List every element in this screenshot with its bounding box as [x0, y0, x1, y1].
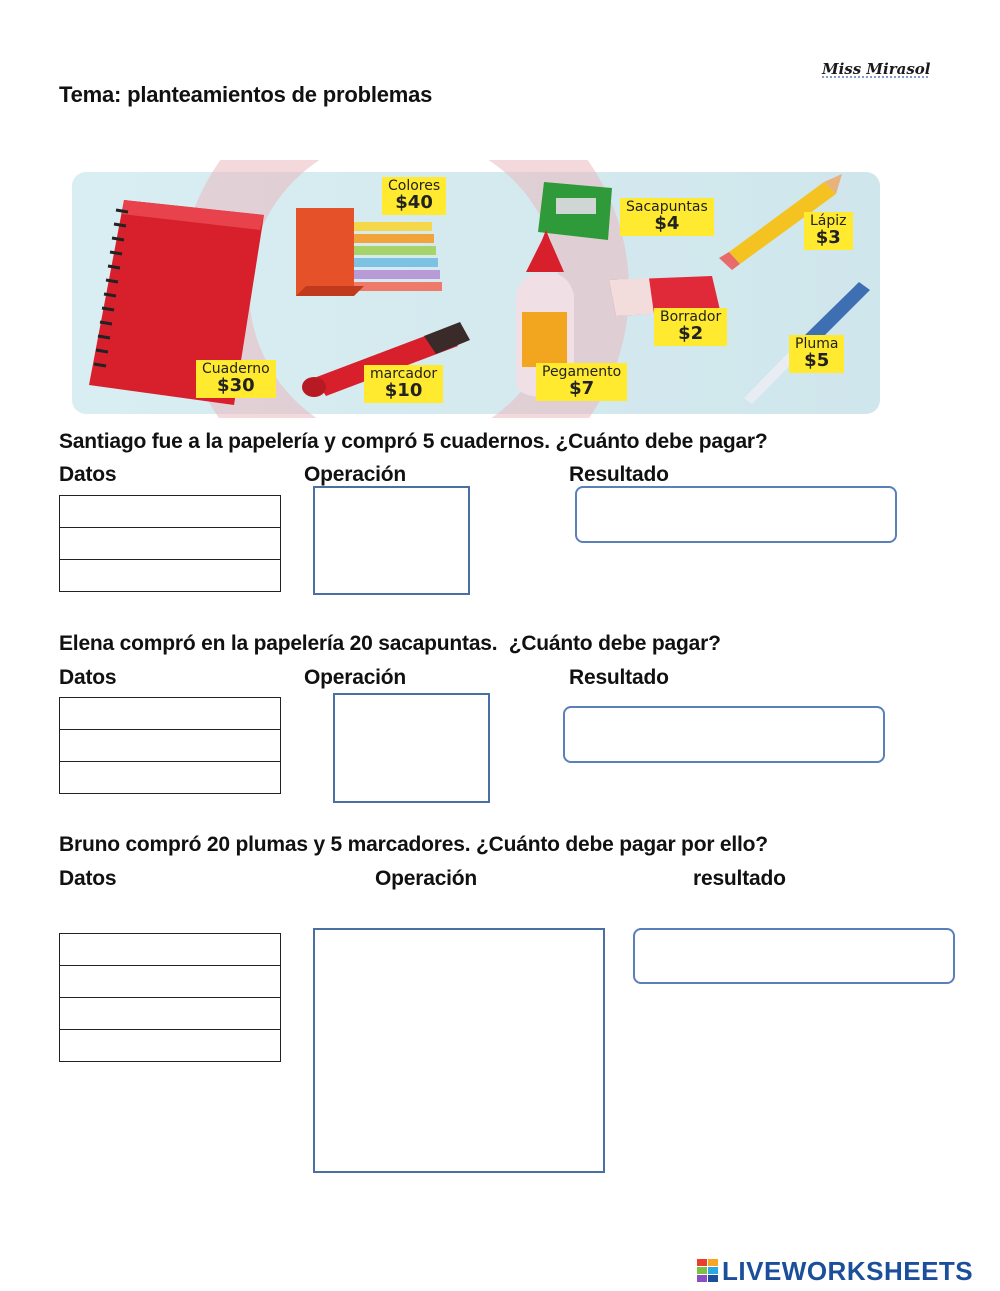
- price-tag-colores: [382, 177, 446, 215]
- price-tag-pegamento: [536, 363, 627, 401]
- liveworksheets-logo-icon: [697, 1259, 719, 1283]
- page-title: Tema: planteamientos de problemas: [59, 82, 433, 107]
- problem-3-datos-label: Datos: [59, 867, 117, 890]
- problem-2-operacion-box[interactable]: [333, 693, 490, 803]
- problem-1-operacion-box[interactable]: [313, 486, 470, 595]
- item-price: $40: [395, 191, 433, 213]
- problem-1-datos-table: [59, 495, 281, 592]
- price-tag-lapiz: [804, 212, 853, 250]
- problem-2-datos-table: [59, 697, 281, 794]
- problem-2-question: Elena compró en la papelería 20 sacapuntas. ¿Cuánto debe pagar?: [59, 632, 721, 655]
- problem-1-resultado-label: Resultado: [569, 463, 669, 486]
- item-price: $4: [654, 212, 680, 234]
- price-tag-cuaderno: [196, 360, 276, 398]
- problem-2-operacion-label: Operación: [304, 666, 407, 689]
- item-name: marcador: [370, 366, 438, 382]
- problem-3-datos-table: [59, 933, 281, 1062]
- problem-3-resultado-label: resultado: [693, 867, 786, 890]
- problem-1-question: Santiago fue a la papelería y compró 5 cuadernos. ¿Cuánto debe pagar?: [59, 430, 768, 453]
- item-name: Pluma: [795, 336, 839, 352]
- problem-2-datos-label: Datos: [59, 666, 117, 689]
- problem-3-resultado-input[interactable]: [633, 928, 955, 984]
- item-price: $30: [217, 374, 255, 396]
- datos-input-cell[interactable]: [60, 1030, 281, 1062]
- problem-2-resultado-label: Resultado: [569, 666, 669, 689]
- item-name: Colores: [388, 178, 441, 194]
- item-name: Sacapuntas: [626, 199, 708, 215]
- problem-1-resultado-input[interactable]: [575, 486, 897, 543]
- supplies-artwork: [64, 160, 884, 418]
- item-price: $7: [569, 377, 595, 399]
- item-name: Borrador: [660, 309, 722, 325]
- datos-input-cell[interactable]: [60, 560, 281, 592]
- datos-input-cell[interactable]: [60, 496, 281, 528]
- datos-input-cell[interactable]: [60, 998, 281, 1030]
- price-tag-marcador: [364, 365, 443, 403]
- problem-3-question: Bruno compró 20 plumas y 5 marcadores. ¿Cuánto debe pagar por ello?: [59, 833, 768, 856]
- author-signature: Miss Mirasol: [822, 60, 931, 78]
- problem-2-resultado-input[interactable]: [563, 706, 885, 763]
- price-tag-sacapuntas: [620, 198, 714, 236]
- school-supplies-illustration: [64, 160, 884, 418]
- price-tag-borrador: [654, 308, 727, 346]
- item-name: Pegamento: [542, 364, 622, 380]
- datos-input-cell[interactable]: [60, 762, 281, 794]
- liveworksheets-brand: LIVEWORKSHEETS: [722, 1256, 974, 1286]
- problem-3-operacion-box[interactable]: [313, 928, 605, 1173]
- datos-input-cell[interactable]: [60, 730, 281, 762]
- datos-input-cell[interactable]: [60, 528, 281, 560]
- problem-1-datos-label: Datos: [59, 463, 117, 486]
- item-name: Cuaderno: [202, 361, 270, 377]
- item-price: $2: [678, 322, 704, 344]
- sharpener-image: [538, 182, 612, 240]
- problem-1-operacion-label: Operación: [304, 463, 407, 486]
- item-name: Lápiz: [810, 213, 847, 229]
- item-price: $10: [384, 379, 423, 401]
- datos-input-cell[interactable]: [60, 966, 281, 998]
- problem-3-operacion-label: Operación: [375, 867, 478, 890]
- datos-input-cell[interactable]: [60, 698, 281, 730]
- item-price: $5: [804, 349, 830, 371]
- datos-input-cell[interactable]: [60, 934, 281, 966]
- price-tag-pluma: [789, 335, 844, 373]
- item-price: $3: [815, 226, 841, 248]
